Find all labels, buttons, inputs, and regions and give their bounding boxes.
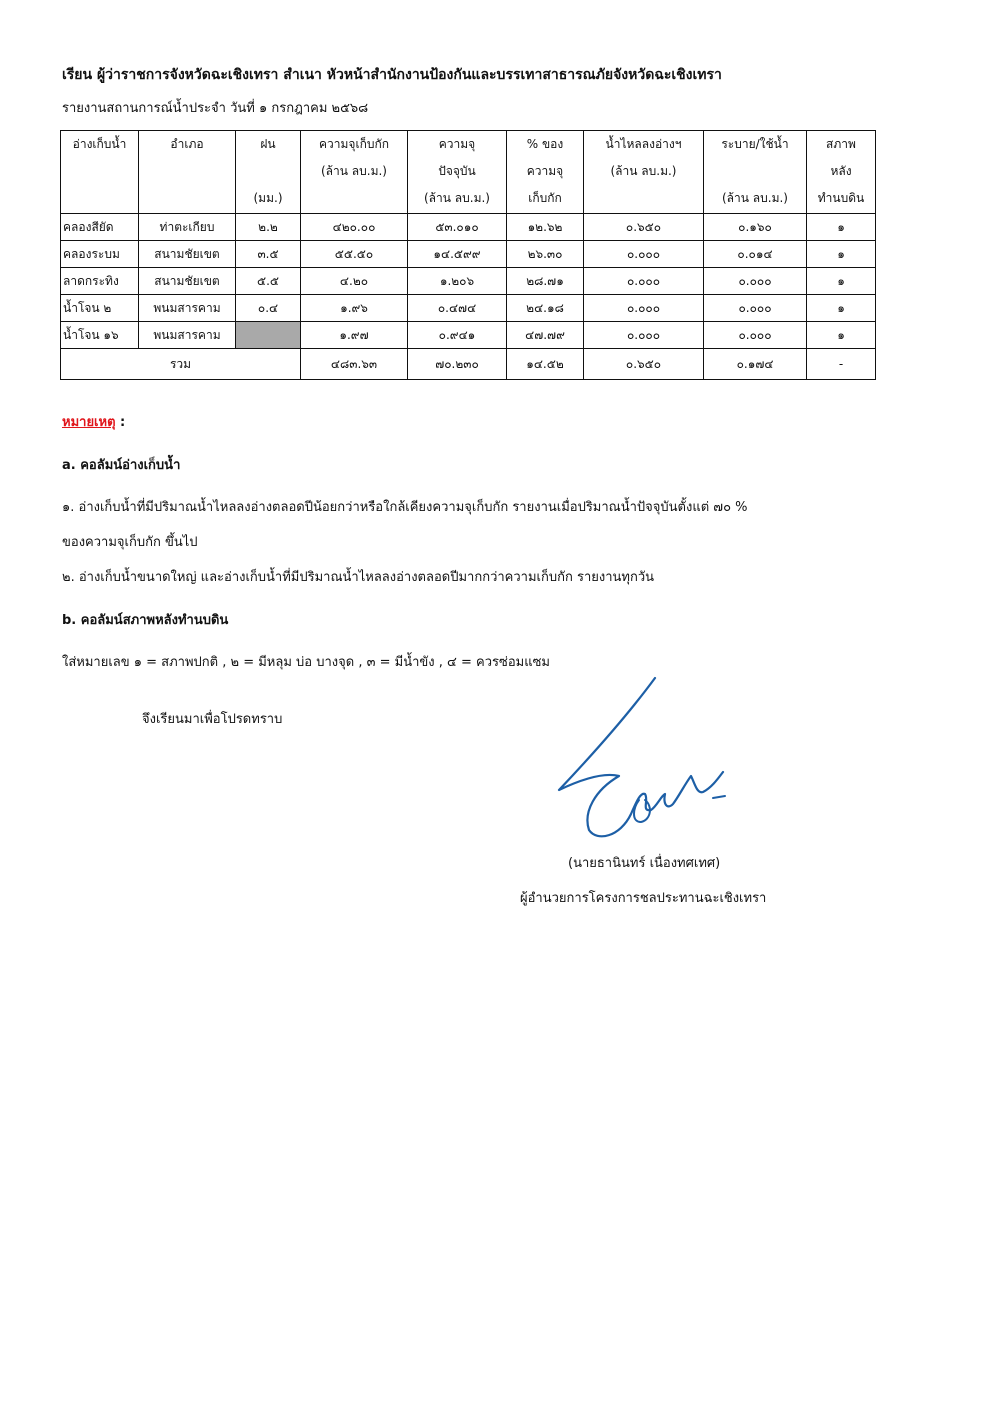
notes-colon: : [115, 415, 126, 430]
cell-current: ๑๔.๕๙๙ [408, 241, 507, 268]
cell-rain-no-data [236, 322, 301, 349]
cell-reservoir: น้ำโจน ๒ [61, 295, 139, 322]
header-release: ระบาย/ใช้น้ำ (ล้าน ลบ.ม.) [704, 131, 807, 214]
cell-release: ๐.๐๐๐ [704, 295, 807, 322]
total-current: ๗๐.๒๓๐ [408, 349, 507, 380]
total-capacity: ๔๘๓.๖๓ [301, 349, 408, 380]
cell-percent: ๑๒.๖๒ [507, 214, 584, 241]
total-label: รวม [61, 349, 301, 380]
cell-percent: ๔๗.๗๙ [507, 322, 584, 349]
cell-reservoir: ลาดกระทิง [61, 268, 139, 295]
table-row [61, 241, 876, 268]
header-percent-capacity: % ของ ความจุ เก็บกัก [507, 131, 584, 214]
cell-inflow: ๐.๐๐๐ [584, 241, 704, 268]
cell-condition: ๑ [807, 322, 876, 349]
cell-percent: ๒๖.๓๐ [507, 241, 584, 268]
cell-capacity: ๔๒๐.๐๐ [301, 214, 408, 241]
header-district: อำเภอ [139, 131, 236, 214]
closing-line: จึงเรียนมาเพื่อโปรดทราบ [142, 712, 283, 727]
header-rain: ฝน (มม.) [236, 131, 301, 214]
cell-current: ๕๓.๐๑๐ [408, 214, 507, 241]
cell-district: ท่าตะเกียบ [139, 214, 236, 241]
cell-district: พนมสารคาม [139, 322, 236, 349]
notes-section-b: b. คอลัมน์สภาพหลังทำนบดิน [62, 613, 229, 628]
cell-condition: ๑ [807, 214, 876, 241]
signer-title: ผู้อำนวยการโครงการชลประทานฉะเชิงเทรา [520, 891, 767, 906]
cell-capacity: ๔.๒๐ [301, 268, 408, 295]
cell-condition: ๑ [807, 241, 876, 268]
header-dam-condition: สภาพ หลัง ทำนบดิน [807, 131, 876, 214]
cell-inflow: ๐.๖๕๐ [584, 214, 704, 241]
table-row [61, 322, 876, 349]
notes-item-1-line-2: ของความจุเก็บกัก ขึ้นไป [62, 535, 198, 550]
cell-rain: ๒.๒ [236, 214, 301, 241]
signer-name: (นายธานินทร์ เนื่องทศเทศ) [568, 856, 721, 871]
cell-inflow: ๐.๐๐๐ [584, 268, 704, 295]
total-release: ๐.๑๗๔ [704, 349, 807, 380]
total-condition: - [807, 349, 876, 380]
table-row [61, 214, 876, 241]
cell-current: ๑.๒๐๖ [408, 268, 507, 295]
cell-release: ๐.๑๖๐ [704, 214, 807, 241]
table-row [61, 268, 876, 295]
table-total-row [61, 349, 876, 380]
header-reservoir: อ่างเก็บน้ำ [61, 131, 139, 214]
cell-percent: ๒๘.๗๑ [507, 268, 584, 295]
cell-reservoir: น้ำโจน ๑๖ [61, 322, 139, 349]
total-percent: ๑๔.๕๒ [507, 349, 584, 380]
notes-section-a: a. คอลัมน์อ่างเก็บน้ำ [62, 458, 181, 473]
cell-reservoir: คลองระบม [61, 241, 139, 268]
cell-release: ๐.๐๑๔ [704, 241, 807, 268]
cell-rain: ๕.๕ [236, 268, 301, 295]
report-date-line: รายงานสถานการณ์น้ำประจำ วันที่ ๑ กรกฎาคม ๒๕๖๘ [62, 101, 369, 116]
notes-title: หมายเหตุ [62, 415, 116, 430]
cell-condition: ๑ [807, 268, 876, 295]
cell-reservoir: คลองสียัด [61, 214, 139, 241]
cell-current: ๐.๙๔๑ [408, 322, 507, 349]
header-current-volume: ความจุ ปัจจุบัน (ล้าน ลบ.ม.) [408, 131, 507, 214]
cell-district: พนมสารคาม [139, 295, 236, 322]
cell-rain: ๓.๕ [236, 241, 301, 268]
notes-condition-legend: ใส่หมายเลข ๑ = สภาพปกติ , ๒ = มีหลุม บ่อ บางจุด , ๓ = มีน้ำขัง , ๔ = ควรซ่อมแซม [62, 655, 550, 670]
total-inflow: ๐.๖๕๐ [584, 349, 704, 380]
cell-rain: ๐.๔ [236, 295, 301, 322]
table-header-row [61, 131, 876, 214]
table-row [61, 295, 876, 322]
reservoir-table [60, 130, 876, 380]
notes-item-1-line-1: ๑. อ่างเก็บน้ำที่มีปริมาณน้ำไหลลงอ่างตลอดปีน้อยกว่าหรือใกล้เคียงความจุเก็บกัก รายงานเมื่อปริมาณน้ำปัจจุบันตั้งแต่ ๗๐ % [62, 500, 748, 515]
notes-item-2: ๒. อ่างเก็บน้ำขนาดใหญ่ และอ่างเก็บน้ำที่มีปริมาณน้ำไหลลงอ่างตลอดปีมากกว่าความเก็บกัก รายงานทุกวัน [62, 570, 655, 585]
cell-inflow: ๐.๐๐๐ [584, 295, 704, 322]
cell-capacity: ๕๕.๕๐ [301, 241, 408, 268]
notes-heading [62, 411, 125, 432]
cell-capacity: ๑.๙๖ [301, 295, 408, 322]
letter-heading: เรียน ผู้ว่าราชการจังหวัดฉะเชิงเทรา สำเนา หัวหน้าสำนักงานป้องกันและบรรเทาสาธารณภัยจังหวัดฉะเชิงเทรา [62, 67, 722, 83]
header-storage-capacity: ความจุเก็บกัก (ล้าน ลบ.ม.) [301, 131, 408, 214]
cell-inflow: ๐.๐๐๐ [584, 322, 704, 349]
cell-current: ๐.๔๗๔ [408, 295, 507, 322]
cell-district: สนามชัยเขต [139, 268, 236, 295]
cell-capacity: ๑.๙๗ [301, 322, 408, 349]
header-inflow: น้ำไหลลงอ่างฯ (ล้าน ลบ.ม.) [584, 131, 704, 214]
signature-image [545, 672, 745, 847]
cell-percent: ๒๔.๑๘ [507, 295, 584, 322]
cell-condition: ๑ [807, 295, 876, 322]
cell-district: สนามชัยเขต [139, 241, 236, 268]
cell-release: ๐.๐๐๐ [704, 268, 807, 295]
cell-release: ๐.๐๐๐ [704, 322, 807, 349]
